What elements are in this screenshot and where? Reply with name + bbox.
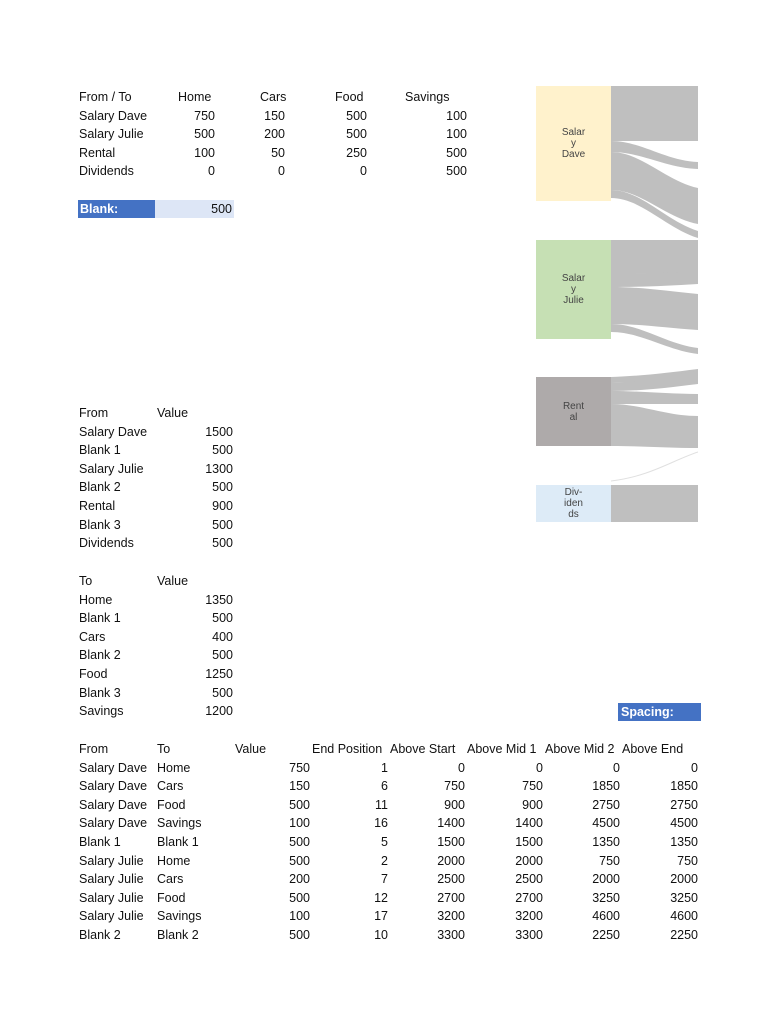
sankey-flow-ribbon [611, 240, 698, 274]
flow-cell[interactable]: 1850 [670, 779, 698, 794]
sankey-node-label: Julie [563, 295, 584, 306]
sankey-node-label: y [570, 284, 576, 295]
sankey-node-label: Dave [561, 149, 586, 160]
flow-cell[interactable]: 3300 [437, 928, 465, 942]
from-row-value[interactable]: 1300 [205, 461, 233, 476]
matrix-cell[interactable]: 100 [194, 145, 215, 160]
flow-cell[interactable]: Salary Dave [79, 816, 148, 831]
flow-cell[interactable]: 10 [374, 928, 388, 942]
matrix-row-label[interactable]: Rental [79, 145, 116, 160]
flow-cell[interactable]: Savings [157, 909, 202, 924]
matrix-cell[interactable]: 0 [208, 164, 215, 179]
matrix-cell[interactable]: 750 [194, 108, 215, 123]
sankey-flow-faint [611, 452, 698, 481]
flow-cell[interactable]: 0 [691, 760, 698, 775]
to-row-label[interactable]: Home [79, 592, 113, 607]
flow-cell[interactable]: 4500 [670, 816, 698, 831]
flow-cell[interactable]: 7 [381, 872, 388, 887]
flow-cell[interactable]: 2000 [670, 872, 698, 887]
from-row-label[interactable]: Rental [79, 499, 116, 513]
matrix-row-label[interactable]: Salary Dave [79, 108, 148, 123]
sankey-node-label: Salar [561, 127, 586, 138]
flow-cell[interactable]: 900 [522, 797, 543, 812]
matrix-cell[interactable]: 500 [446, 164, 467, 179]
from-row-label[interactable]: Salary Dave [79, 424, 148, 439]
flow-cell[interactable]: 500 [289, 890, 310, 905]
flow-cell[interactable]: 2750 [592, 797, 620, 812]
flow-cell[interactable]: 150 [289, 779, 310, 794]
flow-cell[interactable]: Salary Julie [79, 890, 144, 905]
matrix-cell[interactable]: 0 [360, 164, 367, 179]
flow-cell[interactable]: 3200 [437, 909, 465, 924]
flow-cell[interactable]: 1400 [515, 816, 543, 831]
to-row-label[interactable]: Cars [79, 629, 106, 644]
matrix-header-2: Cars [260, 90, 287, 104]
flow-table-header-2: Value [235, 742, 267, 756]
to-row-value[interactable]: 500 [212, 648, 233, 663]
flow-cell[interactable]: Food [157, 890, 186, 905]
matrix-cell[interactable]: 500 [446, 145, 467, 160]
sankey-node-label: y [570, 138, 576, 149]
flow-cell[interactable]: 200 [289, 872, 310, 887]
matrix-cell[interactable]: 50 [271, 145, 285, 160]
matrix-cell[interactable]: 500 [346, 108, 367, 123]
flow-cell[interactable]: 2700 [515, 890, 543, 905]
flow-cell[interactable]: 16 [374, 816, 388, 831]
flow-cell[interactable]: 2500 [437, 872, 465, 887]
flow-cell[interactable]: 1400 [437, 816, 465, 831]
sankey-flows [611, 86, 698, 526]
from-table-header-1: Value [157, 406, 189, 420]
flow-cell[interactable]: 1350 [592, 835, 620, 849]
from-row-label[interactable]: Blank 2 [79, 480, 121, 495]
flow-cell[interactable]: 0 [536, 760, 543, 775]
flow-cell[interactable]: 1500 [437, 835, 465, 849]
flow-cell[interactable]: 500 [289, 835, 310, 849]
flow-cell[interactable]: 4500 [592, 816, 620, 831]
from-row-value[interactable]: 500 [212, 443, 233, 458]
flow-cell[interactable]: 12 [374, 890, 388, 905]
flow-cell[interactable]: 2000 [592, 872, 620, 887]
flow-table-header-3: End Position [312, 742, 383, 756]
flow-cell[interactable]: 11 [375, 797, 388, 812]
sankey-node-2 [536, 377, 611, 446]
to-table-header-1: Value [157, 574, 189, 588]
sankey-flow-ribbon [611, 404, 698, 448]
sankey-node-label: Salar [561, 273, 586, 284]
flow-cell[interactable]: 750 [522, 779, 543, 794]
matrix-header-4: Savings [405, 90, 450, 104]
flow-cell[interactable]: 4600 [670, 909, 698, 924]
matrix-row-label[interactable]: Salary Julie [79, 127, 144, 142]
from-row-label[interactable]: Blank 3 [79, 517, 121, 532]
to-row-label[interactable]: Blank 3 [79, 685, 121, 700]
flow-cell[interactable]: 3300 [515, 928, 543, 942]
sankey-flow-ribbon [611, 485, 698, 522]
sankey-node-label: Div- [564, 487, 583, 498]
blank-value[interactable]: 500 [155, 200, 234, 218]
spacing-label: Spacing: [618, 703, 701, 721]
from-row-value[interactable]: 500 [212, 517, 233, 532]
flow-cell[interactable]: 900 [444, 797, 465, 812]
sankey-node-label: al [569, 411, 578, 423]
from-table-header-0: From [79, 406, 109, 420]
matrix-cell[interactable]: 500 [194, 127, 215, 142]
blank-label: Blank: [78, 200, 155, 218]
from-row-value[interactable]: 900 [212, 499, 233, 513]
sankey-flow-ribbon [611, 86, 698, 141]
flow-cell[interactable]: 750 [289, 760, 310, 775]
flow-cell[interactable]: Savings [157, 816, 202, 831]
flow-cell[interactable]: 2750 [670, 797, 698, 812]
flow-cell[interactable]: 2250 [670, 928, 698, 942]
matrix-cell[interactable]: 100 [446, 108, 467, 123]
flow-cell[interactable]: 750 [599, 853, 620, 868]
matrix-cell[interactable]: 100 [446, 127, 467, 142]
flow-cell[interactable]: Food [157, 797, 186, 812]
matrix-header-1: Home [178, 90, 212, 104]
flow-cell[interactable]: 1350 [670, 835, 698, 849]
flow-cell[interactable]: Blank 2 [79, 928, 121, 942]
flow-cell[interactable]: 1850 [592, 779, 620, 794]
sankey-node-0 [536, 86, 611, 201]
flow-cell[interactable]: 5 [381, 835, 388, 849]
from-row-label[interactable]: Dividends [79, 536, 134, 551]
flow-cell[interactable]: 1500 [515, 835, 543, 849]
flow-cell[interactable]: 17 [374, 909, 388, 924]
sankey-flow-ribbon [611, 287, 698, 330]
flow-cell[interactable]: 6 [381, 779, 388, 794]
flow-cell[interactable]: 500 [289, 853, 310, 868]
sankey-node-label: Rent [562, 400, 585, 412]
flow-cell[interactable]: 500 [289, 797, 310, 812]
matrix-cell[interactable]: 0 [278, 164, 285, 179]
flow-cell[interactable]: 2700 [437, 890, 465, 905]
flow-cell[interactable]: Salary Julie [79, 853, 144, 868]
flow-cell[interactable]: 1 [381, 760, 388, 775]
to-row-label[interactable]: Savings [79, 704, 124, 719]
matrix-row-label[interactable]: Dividends [79, 164, 134, 179]
to-row-value[interactable]: 400 [212, 629, 233, 644]
to-row-value[interactable]: 1250 [205, 667, 233, 681]
matrix-cell[interactable]: 200 [264, 127, 285, 142]
flow-cell[interactable]: 3250 [670, 890, 698, 905]
flow-table-header-7: Above End [622, 742, 684, 756]
flow-cell[interactable]: Salary Dave [79, 797, 148, 812]
matrix-cell[interactable]: 250 [346, 145, 367, 160]
flow-cell[interactable]: Salary Julie [79, 872, 144, 887]
flow-cell[interactable]: 2500 [515, 872, 543, 887]
flow-cell[interactable]: Blank 1 [157, 835, 199, 849]
flow-cell[interactable]: 500 [289, 928, 310, 942]
sankey-flow-ribbon [611, 391, 698, 404]
to-row-label[interactable]: Blank 1 [79, 611, 121, 626]
from-row-value[interactable]: 500 [212, 536, 233, 551]
flow-table-header-1: To [157, 742, 171, 756]
flow-cell[interactable]: Blank 1 [79, 835, 121, 849]
matrix-header-0: From / To [79, 90, 132, 104]
flow-table-header-6: Above Mid 2 [545, 742, 615, 756]
flow-cell[interactable]: 4600 [592, 909, 620, 924]
flow-cell[interactable]: Salary Julie [79, 909, 144, 924]
flow-table-header-4: Above Start [390, 742, 456, 756]
flow-cell[interactable]: 100 [289, 909, 310, 924]
sankey-node-label: iden [564, 498, 583, 509]
to-row-label[interactable]: Food [79, 667, 108, 681]
sankey-node-3 [536, 485, 611, 522]
flow-cell[interactable]: 750 [677, 853, 698, 868]
to-table-header-0: To [79, 574, 93, 588]
flow-cell[interactable]: 3200 [515, 909, 543, 924]
flow-cell[interactable]: Cars [157, 779, 184, 794]
flow-cell[interactable]: 2250 [592, 928, 620, 942]
flow-cell[interactable]: Salary Dave [79, 779, 148, 794]
from-row-label[interactable]: Blank 1 [79, 443, 121, 458]
to-row-label[interactable]: Blank 2 [79, 648, 121, 663]
to-row-value[interactable]: 1350 [205, 592, 233, 607]
matrix-cell[interactable]: 500 [346, 127, 367, 142]
matrix-header-3: Food [335, 90, 364, 104]
flow-cell[interactable]: Salary Dave [79, 760, 148, 775]
to-row-value[interactable]: 500 [212, 685, 233, 700]
flow-cell[interactable]: 100 [289, 816, 310, 831]
flow-cell[interactable]: 2000 [437, 853, 465, 868]
flow-cell[interactable]: 3250 [592, 890, 620, 905]
from-row-value[interactable]: 500 [212, 480, 233, 495]
sankey-node-label: ds [568, 509, 579, 520]
flow-cell[interactable]: Cars [157, 872, 184, 887]
sankey-node-1 [536, 240, 611, 339]
flow-cell[interactable]: 750 [444, 779, 465, 794]
flow-cell[interactable]: 2000 [515, 853, 543, 868]
flow-cell[interactable]: Home [157, 760, 191, 775]
flow-cell[interactable]: 2 [381, 853, 388, 868]
flow-cell[interactable]: Home [157, 853, 191, 868]
flow-cell[interactable]: Blank 2 [157, 928, 199, 942]
matrix-cell[interactable]: 150 [264, 108, 285, 123]
to-row-value[interactable]: 1200 [205, 704, 233, 719]
from-row-value[interactable]: 1500 [205, 424, 233, 439]
flow-table-header-0: From [79, 742, 109, 756]
flow-table-header-5: Above Mid 1 [467, 742, 537, 756]
from-row-label[interactable]: Salary Julie [79, 461, 144, 476]
flow-cell[interactable]: 0 [613, 760, 620, 775]
to-row-value[interactable]: 500 [212, 611, 233, 626]
flow-cell[interactable]: 0 [458, 760, 465, 775]
